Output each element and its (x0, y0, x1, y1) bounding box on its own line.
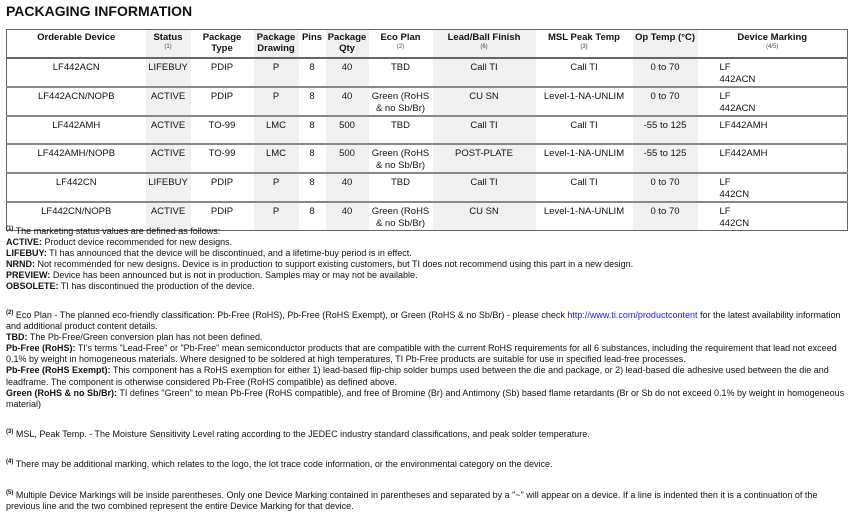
table-cell: TBD (369, 116, 433, 144)
table-cell: LF442AMH (698, 144, 848, 173)
column-header (191, 30, 254, 59)
definition-term: Pb-Free (RoHS Exempt): (6, 365, 111, 376)
footnote-text: MSL, Peak Temp. - The Moisture Sensitivity Level rating according to the JEDEC industry standard classifications, and peak solder temperature. (13, 429, 590, 439)
footnote-marker: (4) (6, 459, 14, 465)
definition-item (6, 270, 846, 281)
definition-term: TBD: (6, 332, 28, 343)
table-cell: POST-PLATE (433, 144, 536, 173)
definition-term: NRND: (6, 259, 35, 270)
table-cell: Green (RoHS & no Sb/Br) (371, 206, 430, 229)
footnote-text: The marketing status values are defined as follows: (13, 226, 221, 236)
definition-term: ACTIVE: (6, 237, 42, 248)
column-header (369, 30, 433, 59)
table-cell: P (254, 173, 299, 202)
header-label: Package Qty (327, 32, 367, 54)
definition-item (6, 332, 846, 343)
table-row (7, 144, 848, 173)
column-header (698, 30, 848, 59)
definition-text: TI has discontinued the production of the device. (58, 281, 255, 292)
table-cell: Call TI (536, 173, 633, 202)
table-cell: LF442AMH (7, 116, 146, 144)
definition-item (6, 388, 846, 410)
table-cell: Level-1-NA-UNLIM (536, 144, 633, 173)
definition-term: PREVIEW: (6, 270, 51, 281)
table-cell: Green (RoHS & no Sb/Br) (369, 144, 433, 173)
table-row (7, 58, 848, 87)
column-header (146, 30, 191, 59)
column-header (254, 30, 299, 59)
column-header (7, 30, 146, 59)
footnote-marker: (3) (6, 429, 14, 435)
table-cell: Level-1-NA-UNLIM (543, 206, 625, 217)
table-cell: P (254, 202, 299, 231)
header-note: (1) (164, 44, 172, 50)
definition-item (6, 365, 846, 387)
table-cell: LF442CN (7, 173, 146, 202)
definition-item (6, 259, 846, 270)
header-label: MSL Peak Temp (548, 32, 620, 43)
table-cell: LIFEBUY (146, 58, 191, 87)
table-row (7, 173, 848, 202)
table-cell: LF 442ACN (698, 58, 848, 87)
table-cell: 8 (299, 116, 326, 144)
table-cell: 40 (326, 87, 369, 116)
table-cell: 500 (326, 144, 369, 173)
footnote-5 (6, 488, 846, 512)
table-cell: Call TI (536, 116, 633, 144)
table-cell: 8 (299, 58, 326, 87)
table-cell: LF442CN/NOPB (41, 206, 112, 217)
table-cell: 0 to 70 (633, 87, 698, 116)
header-label: Orderable Device (37, 32, 116, 43)
header-note: (3) (580, 44, 588, 50)
footnote-3 (6, 427, 846, 440)
definition-term: Pb-Free (RoHS): (6, 343, 76, 354)
footnote-text: There may be additional marking, which relates to the logo, the lot trace code information, or the environmental category on the device. (13, 459, 553, 469)
header-label: Device Marking (737, 32, 808, 43)
header-note: (2) (396, 44, 405, 50)
table-cell: CU SN (433, 87, 536, 116)
header-note: (4/5) (766, 44, 779, 50)
productcontent-link[interactable]: http://www.ti.com/productcontent (567, 310, 698, 320)
table-cell: TBD (369, 173, 433, 202)
table-cell: PDIP (191, 87, 254, 116)
table-cell: LMC (254, 144, 299, 173)
table-cell: TBD (369, 58, 433, 87)
header-note: (6) (480, 44, 488, 50)
table-cell: LF442ACN (7, 58, 146, 87)
footnote-marker: (1) (6, 226, 14, 232)
footnote-4 (6, 457, 846, 470)
header-label: Status (153, 32, 183, 43)
footnote-text: Eco Plan - The planned eco-friendly classification: Pb-Free (RoHS), Pb-Free (RoHS Exempt), or Green (RoHS & no Sb/Br) - please check (13, 310, 568, 320)
table-cell: 8 (309, 206, 315, 217)
table-cell: -55 to 125 (633, 116, 698, 144)
header-label: Package Drawing (256, 32, 296, 54)
definition-term: Green (RoHS & no Sb/Br): (6, 387, 118, 398)
column-header (326, 30, 369, 59)
table-cell: 0 to 70 (633, 58, 698, 87)
footnote-text: for the latest availability information and additional product content details. (6, 310, 841, 332)
column-header (299, 30, 326, 59)
table-cell: 8 (299, 87, 326, 116)
table-cell: LMC (254, 116, 299, 144)
definition-text: Not recommended for new designs. Device is in production to support existing customers, but TI does not recommend using this part in a new design. (35, 259, 634, 270)
table-cell: ACTIVE (146, 116, 191, 144)
footnote-marker: (5) (6, 490, 14, 496)
table-cell: 40 (326, 58, 369, 87)
table-cell: Call TI (433, 173, 536, 202)
definition-text: TI defines "Green" to mean Pb-Free (RoHS compatible), and free of Bromine (Br) and Antimony (Sb) based flame retardants (Br or Sb do not exceed 0.1% by weight in homogeneous material) (6, 387, 845, 409)
header-label: Pins (301, 32, 323, 43)
footnote-1 (6, 224, 846, 293)
definition-text: The Pb-Free/Green conversion plan has not been defined. (27, 332, 263, 343)
table-cell: Call TI (433, 116, 536, 144)
table-cell: P (254, 58, 299, 87)
definition-text: Device has been announced but is not in production. Samples may or may not be available. (50, 270, 418, 281)
table-cell: TO-99 (191, 116, 254, 144)
table-cell: Green (RoHS & no Sb/Br) (369, 87, 433, 116)
table-cell: 0 to 70 (633, 202, 698, 231)
header-label: Eco Plan (380, 32, 421, 43)
column-header (633, 30, 698, 59)
header-label: Package Type (202, 32, 242, 54)
definition-text: TI has announced that the device will be discontinued, and a lifetime-buy period is in effect. (46, 248, 412, 259)
table-cell: Level-1-NA-UNLIM (536, 87, 633, 116)
table-cell: PDIP (210, 206, 234, 217)
table-cell: P (254, 87, 299, 116)
table-cell: LIFEBUY (146, 173, 191, 202)
column-header (536, 30, 633, 59)
table-row (7, 116, 848, 144)
table-cell: CU SN (433, 202, 536, 231)
header-label: Lead/Ball Finish (447, 32, 521, 43)
table-cell: 8 (299, 144, 326, 173)
table-cell: LF442AMH/NOPB (7, 144, 146, 173)
table-cell: Call TI (433, 58, 536, 87)
packaging-table (6, 29, 848, 231)
table-cell: LF 442CN (698, 173, 848, 202)
header-label: Op Temp (°C) (634, 32, 696, 43)
table-cell: -55 to 125 (633, 144, 698, 173)
definition-item (6, 343, 846, 365)
table-cell: ACTIVE (146, 144, 191, 173)
table-cell: LF 442ACN (698, 87, 848, 116)
footnote-text: Multiple Device Markings will be inside parentheses. Only one Device Marking contained in parentheses and separated by a "~" will appear on a device. If a line is indented then it is a continuation of the previous line and the two combined represent the entire Device Marking for that device. (6, 490, 818, 512)
table-cell: 0 to 70 (633, 173, 698, 202)
table-cell: PDIP (191, 173, 254, 202)
column-header (433, 30, 536, 59)
definition-term: LIFEBUY: (6, 248, 47, 259)
definition-text: Product device recommended for new designs. (42, 237, 233, 248)
definition-item (6, 281, 846, 292)
table-cell: LF442ACN/NOPB (7, 87, 146, 116)
definition-term: OBSOLETE: (6, 281, 59, 292)
table-cell: TO-99 (191, 144, 254, 173)
table-cell: 40 (326, 202, 369, 231)
table-cell: 40 (326, 173, 369, 202)
definition-text: This component has a RoHS exemption for either 1) lead-based flip-chip solder bumps used between the die and package, or 2) lead-based die adhesive used between the die and leadframe. The component is otherwise considered Pb-Free (RoHS compatible) as defined above. (6, 365, 829, 387)
table-cell: LF442AMH (698, 116, 848, 144)
table-cell: 8 (299, 173, 326, 202)
definition-text: TI's terms "Lead-Free" or "Pb-Free" mean semiconductor products that are compatible with the current RoHS requirements for all 6 substances, including the requirement that lead not exceed 0.1% by weight in homogeneous materials. Where designed to be soldered at high temperatures, TI Pb-Free products are suitable for use in specified lead-free processes. (6, 343, 837, 365)
footnote-marker: (2) (6, 310, 14, 316)
table-cell: Call TI (536, 58, 633, 87)
table-cell: LF 442CN (719, 206, 750, 229)
table-cell: PDIP (191, 58, 254, 87)
definition-item (6, 237, 846, 248)
table-cell: ACTIVE (146, 202, 191, 231)
page-title: PACKAGING INFORMATION (6, 3, 193, 19)
footnote-2 (6, 308, 846, 410)
definition-item (6, 248, 846, 259)
table-cell: ACTIVE (146, 87, 191, 116)
table-cell: 500 (326, 116, 369, 144)
table-row (7, 87, 848, 116)
